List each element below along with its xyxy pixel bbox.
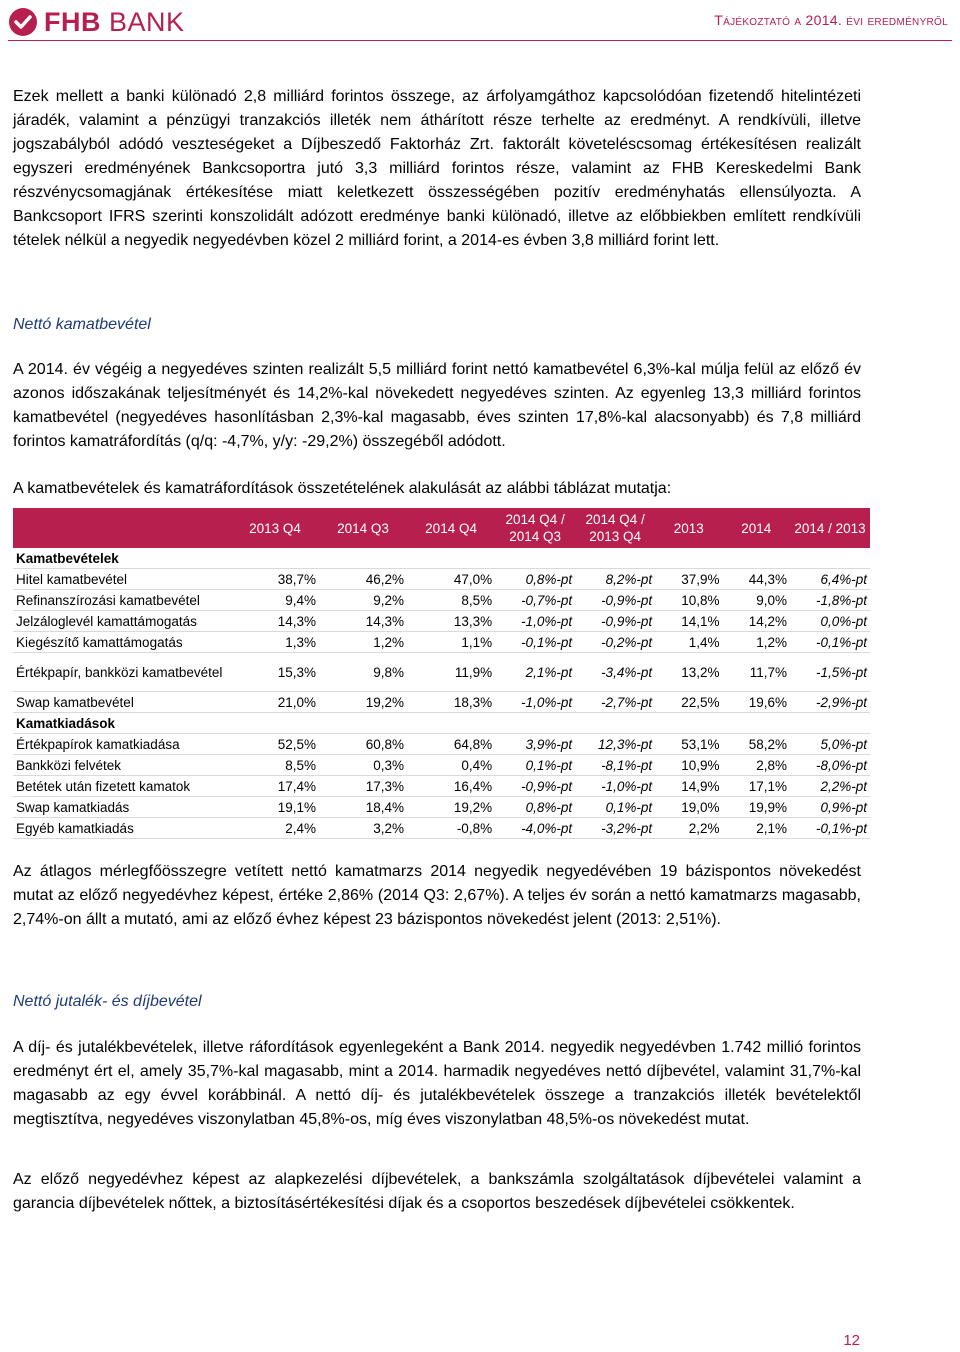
row-label: Kamatbevételek (13, 548, 231, 569)
table-cell: 37,9% (655, 569, 722, 590)
fhb-bank-logo (8, 6, 185, 38)
table-section-row (13, 548, 870, 569)
table-row (13, 755, 870, 776)
table-cell: -3,2%-pt (575, 818, 655, 839)
row-label: Refinanszírozási kamatbevétel (13, 590, 231, 611)
table-cell: 0,0%-pt (790, 611, 870, 632)
table-cell: 2,2%-pt (790, 776, 870, 797)
table-cell: 52,5% (231, 734, 319, 755)
section-heading-net-interest: Nettó kamatbevétel (13, 316, 151, 333)
table-cell: 17,3% (319, 776, 407, 797)
paragraph-3: A kamatbevételek és kamatráfordítások összetételének alakulását az alábbi táblázat mutatja: (13, 480, 672, 497)
paragraph-4-block (13, 860, 861, 932)
table-cell (723, 548, 790, 569)
table-cell: 12,3%-pt (575, 734, 655, 755)
table-cell: 9,8% (319, 653, 407, 692)
table-cell: 14,3% (231, 611, 319, 632)
table-cell: 18,4% (319, 797, 407, 818)
table-cell: -0,9%-pt (575, 590, 655, 611)
paragraph-4: Az átlagos mérlegfőösszegre vetített nettó kamatmarzs 2014 negyedik negyedévében 19 bázispontos növekedést mutat az előző negyedévhez képest, értéke 2,86% (2014 Q3: 2,67%). A teljes év során a nettó kamatmarzs magasabb, 2,74%-on állt a mutató, ami az előző évhez képest 23 bázispontos növekedést jelent (2013: 2,51%). (13, 863, 861, 928)
table-cell (723, 713, 790, 734)
table-cell: 6,4%-pt (790, 569, 870, 590)
header-divider (8, 40, 952, 41)
row-label: Értékpapírok kamatkiadása (13, 734, 231, 755)
table-cell (319, 548, 407, 569)
table-cell: 0,9%-pt (790, 797, 870, 818)
table-section-row (13, 713, 870, 734)
table-header-cell: 2014 Q4 / 2013 Q4 (575, 508, 655, 548)
table-header-cell: 2014 Q4 (407, 508, 495, 548)
row-label: Swap kamatkiadás (13, 797, 231, 818)
paragraph-1-block (13, 85, 861, 253)
table-cell: 47,0% (407, 569, 495, 590)
table-cell: 19,2% (319, 692, 407, 713)
table-cell: 19,0% (655, 797, 722, 818)
paragraph-1: Ezek mellett a banki különadó 2,8 milliárd forintos összege, az árfolyamgáthoz kapcsolódóan fizetendő hitelintézeti járadék, valamint a pénzügyi tranzakciós illeték nem áthárított része terhelte az eredményt. A rendkívüli, illetve jogszabályból adódó veszteségeket a Díjbeszedő Faktorház Zrt. faktorált követeléscsomag értékesítésen realizált egyszeri eredményének Bankcsoportra jutó 3,3 milliárd forintos része, valamint az FHB Kereskedelmi Bank részvénycsomagjának értékesítése miatt keletkezett összességében pozitív eredményhatás ellensúlyozta. A Bankcsoport IFRS szerinti konszolidált adózott eredménye banki különadó, illetve az előbbiekben említett rendkívüli tételek nélkül a negyedik negyedévben közel 2 milliárd forint, a 2014-es évben 3,8 milliárd forint lett. (13, 88, 861, 249)
table-cell: 21,0% (231, 692, 319, 713)
table-cell: 19,1% (231, 797, 319, 818)
paragraph-2: A 2014. év végéig a negyedéves szinten realizált 5,5 milliárd forint nettó kamatbevétel 6,3%-kal múlja felül az előző év azonos időszakának teljesítményét és 14,2%-kal növekedett negyedéves szinten. Az egyenleg 13,3 milliárd forintos kamatbevétel (negyedéves hasonlításban 2,3%-kal magasabb, éves szinten 17,8%-kal alacsonyabb) és 7,8 milliárd forintos kamatráfordítás (q/q: -4,7%, y/y: -29,2%) összegéből adódott. (13, 361, 861, 450)
table-cell: -1,0%-pt (495, 692, 575, 713)
table-header-cell: 2013 (655, 508, 722, 548)
table-cell (790, 713, 870, 734)
table-cell: -8,0%-pt (790, 755, 870, 776)
table-cell (231, 713, 319, 734)
table-cell: 38,7% (231, 569, 319, 590)
table-header-cell: 2014 Q4 / 2014 Q3 (495, 508, 575, 548)
table-cell: 2,1%-pt (495, 653, 575, 692)
table-cell: -0,1%-pt (495, 632, 575, 653)
logo-bold-text: FHB (44, 6, 101, 37)
paragraph-6-block (13, 1168, 861, 1216)
table-cell: -1,0%-pt (495, 611, 575, 632)
table-row (13, 734, 870, 755)
table-cell: 10,8% (655, 590, 722, 611)
heading-2-block (13, 990, 861, 1014)
table-cell: 1,2% (723, 632, 790, 653)
table-cell: 8,2%-pt (575, 569, 655, 590)
table-cell: -0,8% (407, 818, 495, 839)
table-cell: 18,3% (407, 692, 495, 713)
table-cell (231, 548, 319, 569)
table-cell: 8,5% (407, 590, 495, 611)
row-label: Bankközi felvétek (13, 755, 231, 776)
table-cell: -0,1%-pt (790, 632, 870, 653)
table-cell: -0,9%-pt (495, 776, 575, 797)
table-cell: 9,2% (319, 590, 407, 611)
table-cell: 58,2% (723, 734, 790, 755)
table-cell: 8,5% (231, 755, 319, 776)
table-cell: 17,4% (231, 776, 319, 797)
table-cell: 17,1% (723, 776, 790, 797)
table-body (13, 548, 870, 839)
table-cell: 0,1%-pt (575, 797, 655, 818)
table-cell: 2,8% (723, 755, 790, 776)
table-header-row (13, 508, 870, 548)
table-cell: 44,3% (723, 569, 790, 590)
table-cell: 64,8% (407, 734, 495, 755)
table-header-cell: 2014 / 2013 (790, 508, 870, 548)
table-cell: 9,4% (231, 590, 319, 611)
table-cell: 13,3% (407, 611, 495, 632)
table-cell (319, 713, 407, 734)
table-header-cell (13, 508, 231, 548)
paragraph-5-block (13, 1036, 861, 1132)
table-cell: 1,1% (407, 632, 495, 653)
table-cell: 14,3% (319, 611, 407, 632)
table-row (13, 611, 870, 632)
table-cell (790, 548, 870, 569)
table-cell: -0,1%-pt (790, 818, 870, 839)
table-cell: 2,1% (723, 818, 790, 839)
paragraph-5: A díj- és jutalékbevételek, illetve ráfordítások egyenlegeként a Bank 2014. negyedik negyedévben 1.742 millió forintos eredményt ért el, amely 35,7%-kal magasabb, mint a 2014. harmadik negyedéves nettó díjbevétel, valamint 31,7%-kal magasabb az egy évvel korábbinál. A nettó díj- és jutalékbevételek összege a tranzakciós illeték bevételektől megtisztítva, negyedéves viszonylatban 45,8%-os, míg éves viszonylatban 48,5%-os növekedést mutat. (13, 1039, 861, 1128)
table-row (13, 692, 870, 713)
table-cell (407, 548, 495, 569)
row-label: Swap kamatbevétel (13, 692, 231, 713)
table-cell (407, 713, 495, 734)
row-label: Kiegészítő kamattámogatás (13, 632, 231, 653)
table-cell: 2,4% (231, 818, 319, 839)
fhb-logo-icon (8, 7, 38, 37)
table-cell: 15,3% (231, 653, 319, 692)
table-cell: 14,1% (655, 611, 722, 632)
paragraph-2-block (13, 358, 861, 454)
row-label: Kamatkiadások (13, 713, 231, 734)
table-cell: 1,2% (319, 632, 407, 653)
table-cell (655, 713, 722, 734)
table-cell: -2,9%-pt (790, 692, 870, 713)
interest-composition-table (13, 508, 870, 839)
table-cell: -0,9%-pt (575, 611, 655, 632)
section-heading-net-fees: Nettó jutalék- és díjbevétel (13, 993, 202, 1010)
table-cell: 10,9% (655, 755, 722, 776)
table-cell (655, 548, 722, 569)
table-cell: 0,4% (407, 755, 495, 776)
table-cell: 1,4% (655, 632, 722, 653)
table-cell: 46,2% (319, 569, 407, 590)
table-cell: 11,7% (723, 653, 790, 692)
table-cell: -8,1%-pt (575, 755, 655, 776)
table-header-cell: 2014 (723, 508, 790, 548)
table-cell: 22,5% (655, 692, 722, 713)
table-cell (575, 548, 655, 569)
table-header-cell: 2013 Q4 (231, 508, 319, 548)
table-cell: 13,2% (655, 653, 722, 692)
table-header-cell: 2014 Q3 (319, 508, 407, 548)
table-cell: 14,2% (723, 611, 790, 632)
table-cell: 60,8% (319, 734, 407, 755)
table-cell: 53,1% (655, 734, 722, 755)
table-cell: -0,7%-pt (495, 590, 575, 611)
table-cell: 0,8%-pt (495, 569, 575, 590)
table-cell: 5,0%-pt (790, 734, 870, 755)
table-cell: -2,7%-pt (575, 692, 655, 713)
table-cell: 19,9% (723, 797, 790, 818)
row-label: Hitel kamatbevétel (13, 569, 231, 590)
table-row (13, 653, 870, 692)
table-cell: 19,6% (723, 692, 790, 713)
table-cell: -4,0%-pt (495, 818, 575, 839)
row-label: Betétek után fizetett kamatok (13, 776, 231, 797)
table-row (13, 569, 870, 590)
logo-light-text: BANK (109, 6, 185, 37)
table-cell: 3,2% (319, 818, 407, 839)
table-cell: 16,4% (407, 776, 495, 797)
paragraph-3-block (13, 477, 861, 501)
table-cell (495, 713, 575, 734)
table-row (13, 776, 870, 797)
heading-1-block (13, 313, 861, 337)
logo-wordmark (44, 7, 185, 38)
table-row (13, 818, 870, 839)
table-row (13, 797, 870, 818)
table-cell: 3,9%-pt (495, 734, 575, 755)
table-cell (575, 713, 655, 734)
table-row (13, 590, 870, 611)
table-cell: 0,1%-pt (495, 755, 575, 776)
table-cell: -0,2%-pt (575, 632, 655, 653)
page-header (0, 0, 960, 44)
row-label: Értékpapír, bankközi kamatbevétel (13, 653, 231, 692)
table-cell: 0,8%-pt (495, 797, 575, 818)
table-row (13, 632, 870, 653)
page-number: 12 (843, 1332, 860, 1349)
table-cell: -1,8%-pt (790, 590, 870, 611)
document-title: Tájékoztató a 2014. évi eredményről (714, 12, 948, 28)
row-label: Jelzáloglevél kamattámogatás (13, 611, 231, 632)
table-cell: -1,0%-pt (575, 776, 655, 797)
table-cell: -3,4%-pt (575, 653, 655, 692)
table-cell (495, 548, 575, 569)
table-cell: 14,9% (655, 776, 722, 797)
table-cell: 9,0% (723, 590, 790, 611)
table-cell: 1,3% (231, 632, 319, 653)
row-label: Egyéb kamatkiadás (13, 818, 231, 839)
table-cell: 2,2% (655, 818, 722, 839)
table-cell: 0,3% (319, 755, 407, 776)
paragraph-6: Az előző negyedévhez képest az alapkezelési díjbevételek, a bankszámla szolgáltatások díjbevételei valamint a garancia díjbevételek nőttek, a biztosításértékesítési díjak és a csoportos beszedések díjbevételei csökkentek. (13, 1171, 861, 1212)
table-cell: -1,5%-pt (790, 653, 870, 692)
table-cell: 11,9% (407, 653, 495, 692)
table-cell: 19,2% (407, 797, 495, 818)
